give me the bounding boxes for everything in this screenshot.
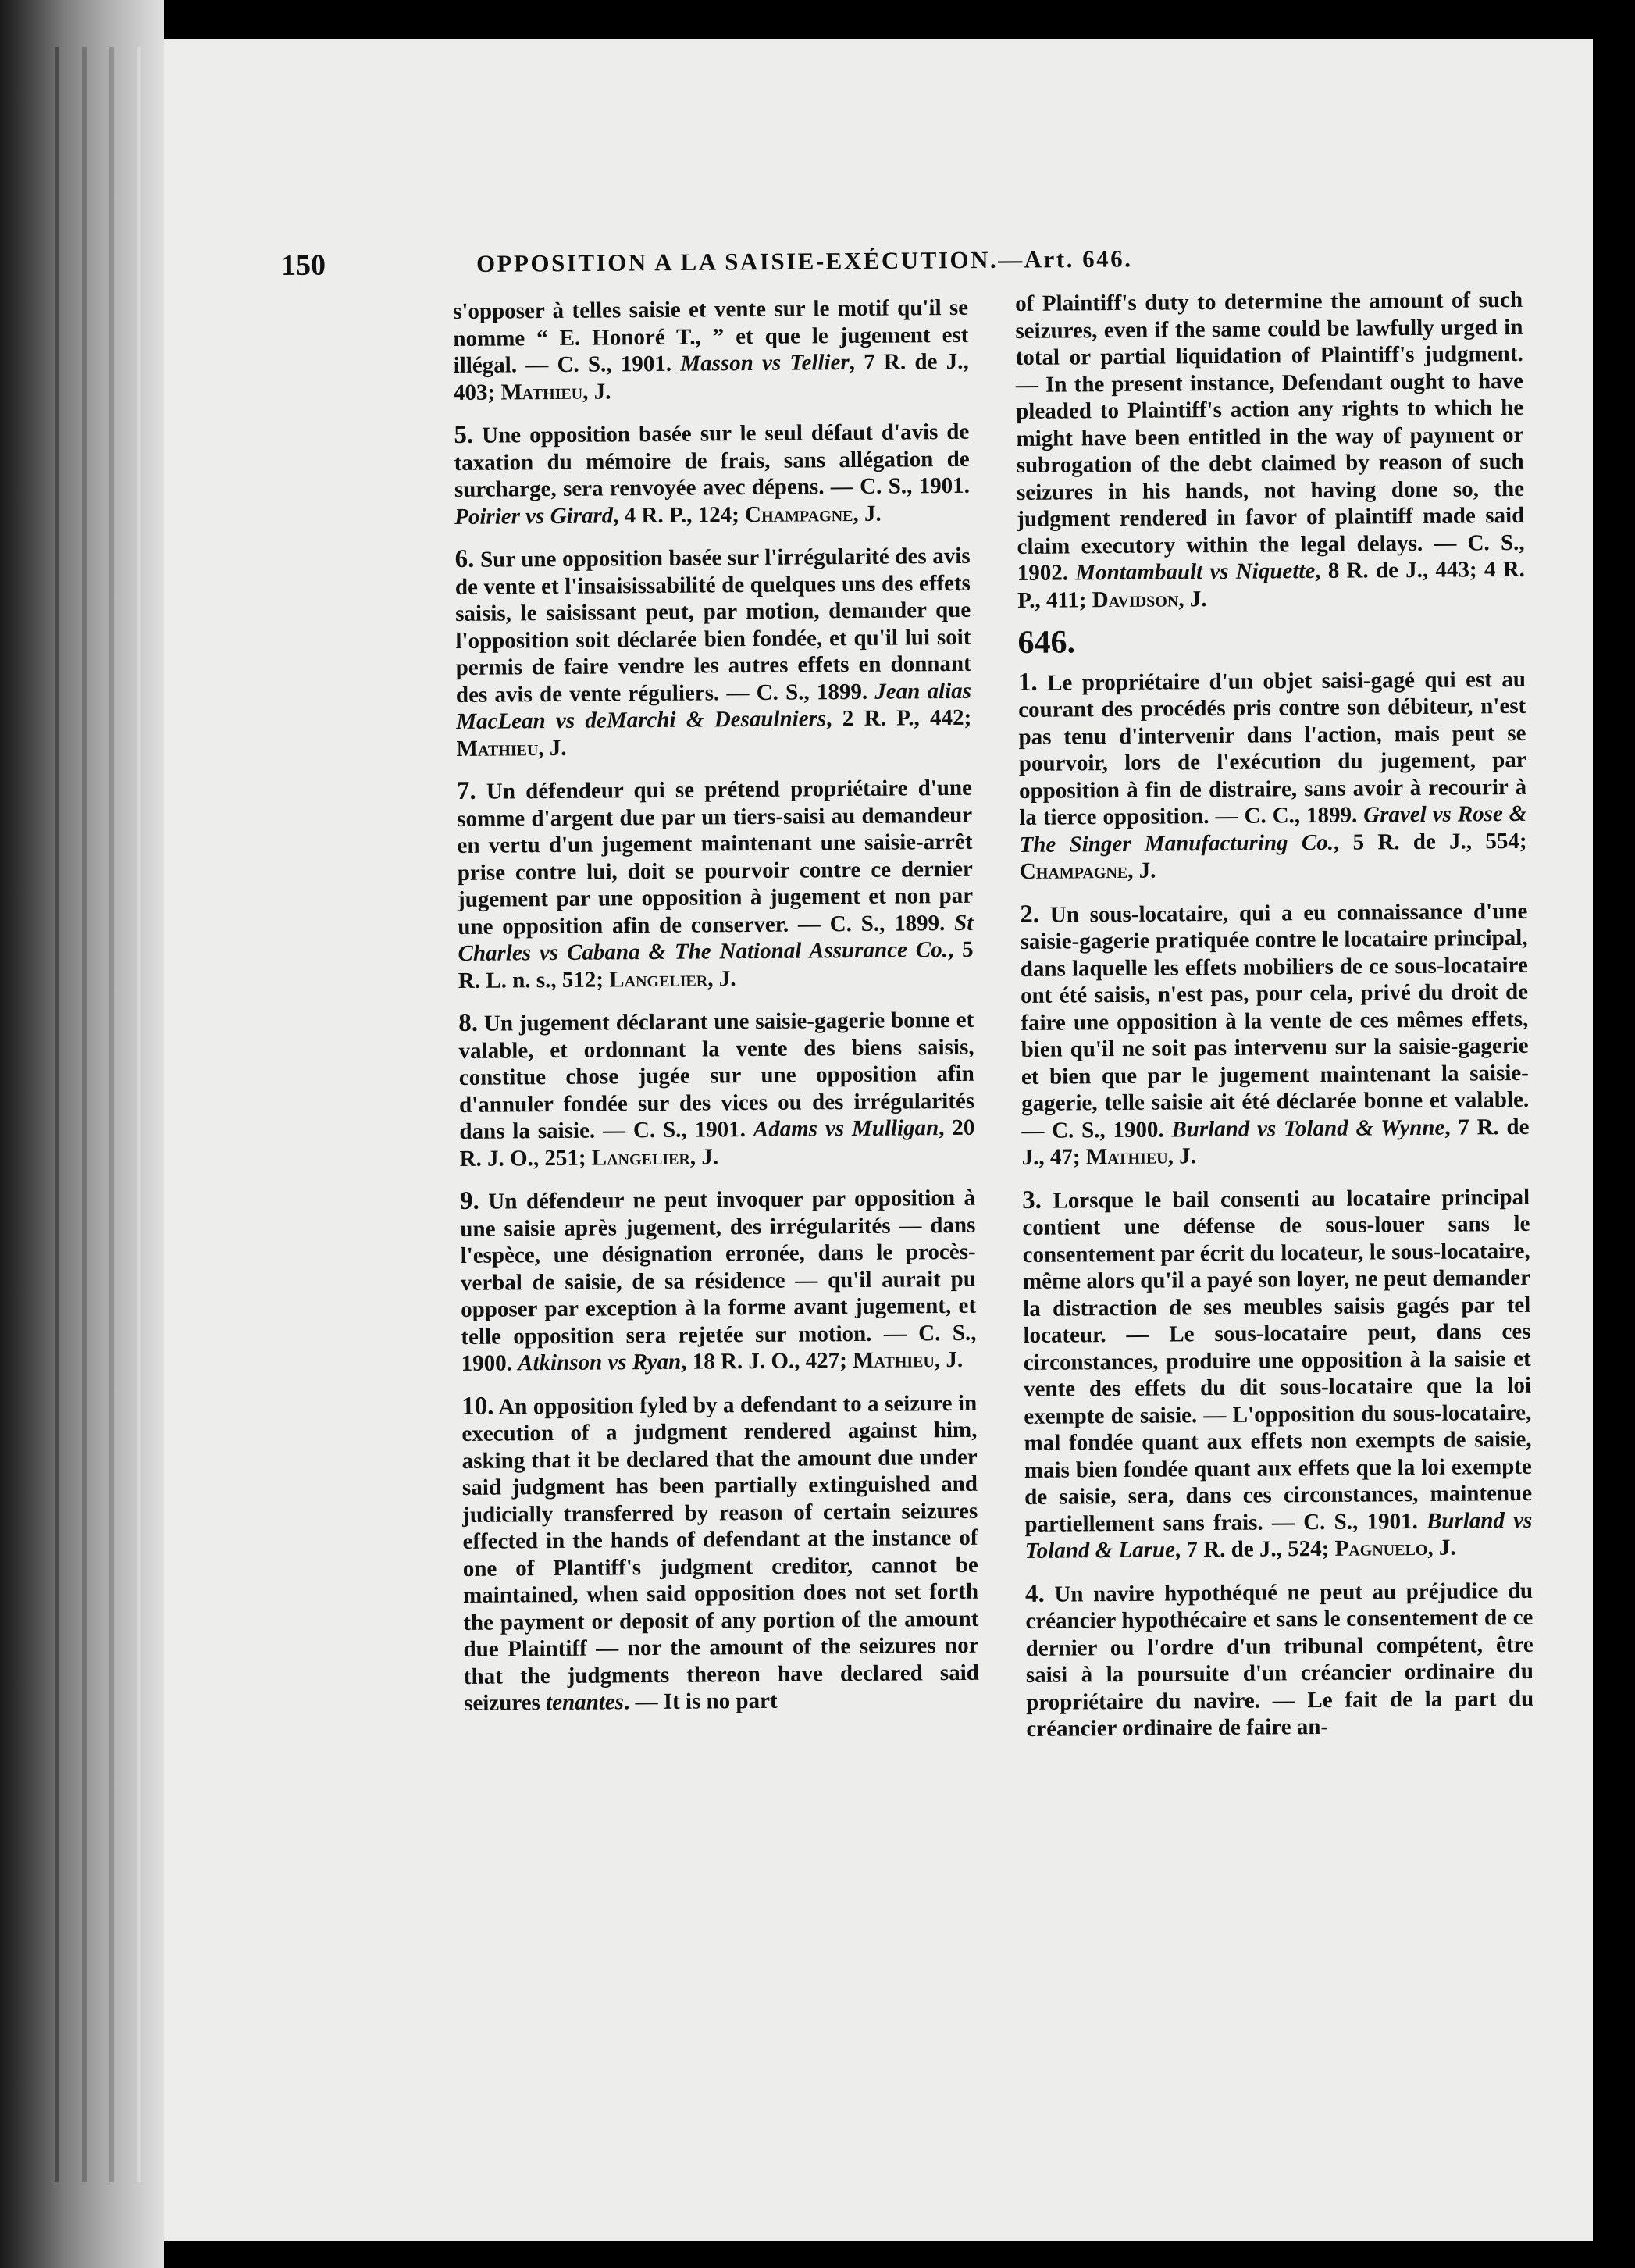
text: , 20 R. J. O., 251;: [459, 1114, 975, 1171]
text: , J.: [934, 1346, 964, 1373]
text: , 7 R. de J., 524;: [1174, 1535, 1335, 1563]
paragraph-6: [454, 542, 971, 762]
judge-name: Mathieu: [1085, 1143, 1168, 1170]
paragraph-number: 6.: [454, 544, 475, 573]
case-name: Masson vs Tellier: [680, 350, 850, 376]
text: Un sous-locataire, qui a eu connaissance d'une saisie-gagerie pratiquée contre le locataire principal, dans laquelle les effets mobiliers de ce sous-locataire ont été saisis, n'est pas, pour cela, privé du droit de faire une opposition à la vente de ces mêmes effets, bien qu'il ne soit pas intervenu sur la saisie-gagerie et bien que par le jugement maintenant la saisie-gagerie, telle saisie ait été déclarée bonne et valable. — C. S., 1900.: [1020, 898, 1530, 1143]
text: s'opposer à telles saisie et vente sur le motif qu'il se nomme “ E. Honoré T., ” et que le jugement est illégal. — C. S., 1901.: [453, 294, 969, 378]
case-name: Poirier vs Girard: [454, 502, 614, 530]
text: , J.: [689, 1143, 719, 1170]
text: , J.: [1427, 1535, 1456, 1560]
text: , J.: [582, 378, 611, 405]
judge-name: Langelier: [609, 965, 708, 992]
judge-name: Mathieu: [500, 379, 583, 405]
text: , J.: [707, 965, 736, 991]
text: , 4 R. P., 124;: [613, 501, 746, 528]
article-646-paragraph-4: [1025, 1576, 1534, 1742]
paragraph-7: [457, 774, 974, 994]
paragraph-number: 8.: [458, 1008, 479, 1037]
left-column: [453, 294, 979, 1733]
text: Lorsque le bail consenti au locataire principal contient une défense de sous-louer sans le consentement par écrit du locateur, le sous-locataire, même alors qu'il a payé son loyer, ne peut demander la distraction de ses meubles saisis gagés par tel locateur. — Le sous-locataire peut, dans ces circonstances, produire une opposition à la saisie et vente des effets du dit sous-locataire que la loi exempte de saisie. — L'opposition du sous-locataire, mal fondée quant aux effets non exempts de saisie, mais bien fondée quant aux effets que la loi exempte de saisie, sera, dans ces circonstances, maintenue partiellement sans frais. — C. S., 1901.: [1022, 1184, 1533, 1537]
case-name: Montambault vs Niquette: [1075, 558, 1316, 586]
text: , 8 R. de J., 443; 4 R. P., 411;: [1017, 556, 1525, 613]
text: , J.: [853, 501, 882, 526]
article-646-paragraph-2: [1020, 897, 1530, 1171]
paragraph-continued: [453, 294, 969, 406]
case-name: Atkinson vs Ryan: [518, 1349, 682, 1376]
paragraph-number: 10.: [461, 1392, 494, 1421]
text: Le propriétaire d'un objet saisi-gagé qui est au courant des procédés pris contre son débiteur, n'est pas tenu d'intervenir dans l'action, mais peut se pourvoir, lors de l'exécution du jugement, par opposition à fin de distraire, sans avoir à recourir à la tierce opposition. — C. C., 1899.: [1018, 666, 1527, 830]
text: Un navire hypothéqué ne peut au préjudice du créancier hypothécaire et sans le consentement de ce dernier ou l'ordre d'un tribunal compétent, être saisi à la poursuite d'un créancier ordinaire du propriétaire du navire. — Le fait de la part du créancier ordinaire de faire an-: [1025, 1578, 1534, 1742]
judge-name: Mathieu: [456, 735, 539, 761]
article-heading: 646.: [1017, 624, 1076, 661]
text: , J.: [1178, 586, 1207, 612]
case-name: Burland vs Toland & Larue: [1024, 1507, 1533, 1564]
case-name: Jean alias MacLean vs deMarchi & Desaulniers: [456, 678, 972, 734]
judge-name: Pagnuelo: [1334, 1535, 1428, 1561]
text: , J.: [1127, 858, 1156, 883]
text: , 2 R. P., 442;: [826, 704, 972, 732]
text: Un défendeur ne peut invoquer par opposition à une saisie après jugement, des irrégularités — dans l'espèce, une désignation erronée, dans le procès-verbal de saisie, de sa résidence — qu'il aurait pu opposer par exception à la forme avant jugement, et telle opposition sera rejetée sur motion. — C. S., 1900.: [460, 1185, 977, 1376]
text: , 18 R. J. O., 427;: [681, 1348, 853, 1375]
paragraph-number: 4.: [1024, 1579, 1045, 1608]
text: , 5 R. L. n. s., 512;: [458, 936, 974, 993]
paragraph-number: 2.: [1020, 900, 1040, 929]
judge-name: Champagne: [744, 501, 853, 527]
text: Un défendeur qui se prétend propriétaire d'une somme d'argent due par un tiers-saisi au demandeur en vertu d'un jugement maintenant une saisie-arrêt prise contre lui, doit se pourvoir contre ce dernier jugement par une opposition à jugement et non par une opposition afin de conserver. — C. S., 1899.: [457, 775, 974, 940]
paragraph-number: 5.: [454, 420, 474, 449]
page-edge-line: [55, 47, 59, 2182]
page-edge-line: [82, 47, 87, 2182]
case-name: St Charles vs Cabana & The National Assurance Co.: [458, 910, 974, 966]
article-646-paragraph-3: [1022, 1182, 1533, 1564]
paragraph-number: 1.: [1017, 668, 1038, 697]
article-646-paragraph-1: [1018, 665, 1527, 885]
paragraph-10: [461, 1389, 979, 1717]
text: , 5 R. de J., 554;: [1333, 828, 1527, 855]
text: , 7 R. de J., 403;: [453, 348, 969, 405]
case-name: Burland vs Toland & Wynne: [1171, 1114, 1445, 1142]
page-number: 150: [280, 248, 326, 282]
text: of Plaintiff's duty to determine the amount of such seizures, even if the same could be lawfully urged in total or partial liquidation of Plaintiff's judgment. — In the present instance, Defendant ought to have pleaded to Plaintiff's action any rights to which he might have been entitled in the way of payment or subrogation of the debt claimed by reason of such seizures in his hands, not having done so, the judgment rendered in favor of plaintiff made said claim executory within the legal delays. — C. S., 1902.: [1015, 287, 1525, 586]
case-name: Gravel vs Rose & The Singer Manufacturing Co.: [1019, 801, 1527, 858]
paragraph-10-continued: [1015, 287, 1525, 614]
paragraph-5: [454, 418, 970, 530]
case-name: Adams vs Mulligan: [753, 1115, 939, 1143]
paragraph-8: [458, 1006, 975, 1172]
book-page-edges: [0, 0, 164, 2268]
text: , 7 R. de J., 47;: [1021, 1114, 1530, 1170]
judge-name: Champagne: [1019, 858, 1128, 884]
judge-name: Davidson: [1092, 586, 1179, 612]
italic-term: tenantes: [545, 1689, 625, 1716]
text: . — It is no part: [623, 1688, 778, 1715]
running-title: OPPOSITION A LA SAISIE-EXÉCUTION.—Art. 646.: [476, 244, 1133, 278]
text: Une opposition basée sur le seul défaut d'avis de taxation du mémoire de frais, sans allégation de surcharge, sera renvoyée avec dépens. — C. S., 1901.: [454, 419, 971, 502]
paragraph-9: [460, 1184, 977, 1378]
page-edge-line: [137, 47, 141, 2182]
text: Un jugement déclarant une saisie-gagerie bonne et valable, et ordonnant la vente des biens saisis, constitue chose jugée sur une opposition afin d'annuler fondée sur des vices ou des irrégularités dans la saisie. — C. S., 1901.: [458, 1007, 975, 1144]
paragraph-number: 3.: [1022, 1186, 1042, 1214]
text: , J.: [1167, 1143, 1197, 1169]
text: An opposition fyled by a defendant to a seizure in execution of a judgment rendered against him, asking that it be declared that the amount due under said judgment has been partially extinguished and judicially transferred by reason of certain seizures effected in the hands of defendant at the instance of one of Plantiff's judgment creditor, cannot be maintained, when said opposition does not set forth the payment or deposit of any portion of the amount due Plaintiff — nor the amount of the seizures nor that the judgments thereon have declared said seizures: [461, 1390, 979, 1716]
judge-name: Mathieu: [852, 1347, 935, 1374]
page-edge-line: [109, 47, 114, 2182]
paragraph-number: 7.: [456, 776, 476, 805]
text: Sur une opposition basée sur l'irrégularité des avis de vente et l'insaisissabilité de quelques uns des effets saisis, le saisissant peut, par motion, demander que l'opposition soit déclarée bien fondée, et qu'il lui soit permis de faire vendre les autres effets en donnant des avis de vente réguliers. — C. S., 1899.: [454, 543, 971, 708]
text: , J.: [538, 735, 567, 761]
paragraph-number: 9.: [459, 1186, 479, 1215]
judge-name: Langelier: [591, 1144, 690, 1171]
right-column: [1015, 287, 1534, 1759]
